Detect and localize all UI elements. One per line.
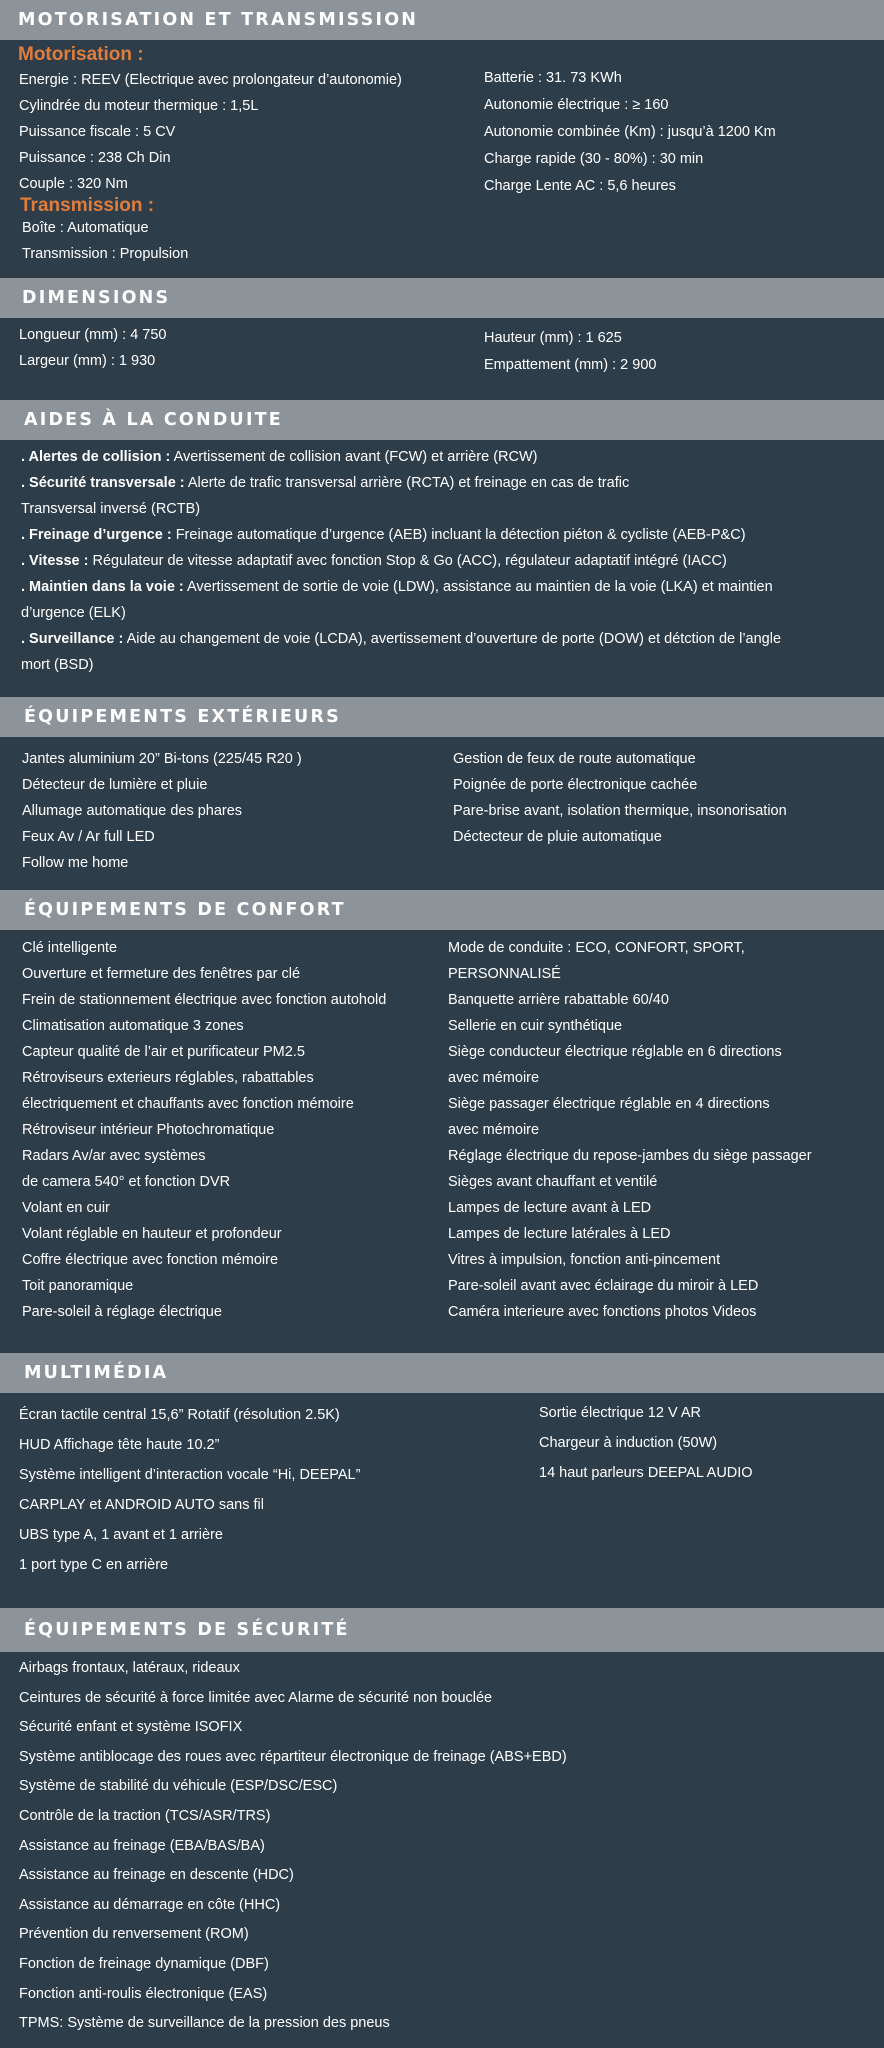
transmission-list: [22, 215, 188, 267]
list-item: Transmission : Propulsion: [22, 246, 189, 262]
list-item: HUD Affichage tête haute 10.2”: [19, 1437, 220, 1453]
list-item: Feux Av / Ar full LED: [22, 829, 155, 845]
list-item: Charge Lente AC : 5,6 heures: [484, 178, 676, 194]
list-item: Assistance au freinage en descente (HDC): [19, 1867, 294, 1884]
list-item: Lampes de lecture avant à LED: [448, 1200, 652, 1216]
aid-label: . Maintien dans la voie :: [21, 579, 184, 595]
list-item: Empattement (mm) : 2 900: [484, 357, 657, 373]
section-header-securite: ÉQUIPEMENTS DE SÉCURITÉ: [0, 1608, 884, 1652]
multimedia-right-list: [539, 1398, 753, 1488]
section-header-exterieurs: ÉQUIPEMENTS EXTÉRIEURS: [0, 697, 884, 737]
list-item: Sellerie en cuir synthétique: [448, 1018, 623, 1034]
list-item: Système intelligent d’interaction vocale “Hi, DEEPAL”: [19, 1467, 361, 1483]
list-item: Boîte : Automatique: [22, 220, 149, 236]
aides-list: [21, 444, 781, 678]
list-item: Charge rapide (30 - 80%) : 30 min: [484, 151, 704, 167]
list-item: de camera 540° et fonction DVR: [22, 1174, 231, 1190]
list-item: [21, 470, 781, 496]
list-item: Airbags frontaux, latéraux, rideaux: [19, 1660, 240, 1676]
list-item: Puissance : 238 Ch Din: [19, 150, 171, 166]
aid-label: . Sécurité transversale :: [21, 475, 185, 491]
list-item: Jantes aluminium 20” Bi-tons (225/45 R20 ): [22, 751, 302, 767]
dimensions-right-list: [484, 325, 656, 379]
aid-text: Régulateur de vitesse adaptatif avec fonction Stop & Go (ACC), régulateur adaptatif intégré (IACC): [88, 553, 727, 569]
list-item: Déctecteur de pluie automatique: [453, 829, 662, 845]
confort-left-list: [22, 935, 386, 1325]
subheading-transmission: Transmission :: [20, 195, 155, 216]
subheading-motorisation: Motorisation :: [18, 44, 144, 65]
list-item: Gestion de feux de route automatique: [453, 751, 696, 767]
list-item: Cylindrée du moteur thermique : 1,5L: [19, 98, 259, 114]
motorisation-right-list: [484, 65, 776, 200]
confort-right-list: [448, 935, 812, 1325]
list-item: Pare-soleil à réglage électrique: [22, 1304, 222, 1320]
list-item: [21, 574, 781, 600]
list-item: Coffre électrique avec fonction mémoire: [22, 1252, 279, 1268]
list-item: Allumage automatique des phares: [22, 803, 243, 819]
securite-list: [19, 1654, 567, 2039]
list-item: [21, 600, 781, 626]
list-item: Siège conducteur électrique réglable en 6 directions: [448, 1044, 782, 1060]
list-item: [21, 444, 781, 470]
list-item: Fonction de freinage dynamique (DBF): [19, 1955, 269, 1972]
list-item: PERSONNALISÉ: [448, 966, 561, 982]
list-item: Lampes de lecture latérales à LED: [448, 1226, 671, 1242]
exterieurs-left-list: [22, 746, 302, 876]
list-item: Largeur (mm) : 1 930: [19, 353, 156, 369]
list-item: avec mémoire: [448, 1070, 540, 1086]
list-item: Système antiblocage des roues avec répartiteur électronique de freinage (ABS+EBD): [19, 1748, 567, 1765]
list-item: Écran tactile central 15,6” Rotatif (résolution 2.5K): [19, 1407, 340, 1423]
list-item: Pare-brise avant, isolation thermique, insonorisation: [453, 803, 787, 819]
list-item: CARPLAY et ANDROID AUTO sans fil: [19, 1497, 264, 1513]
list-item: Détecteur de lumière et pluie: [22, 777, 208, 793]
list-item: Frein de stationnement électrique avec fonction autohold: [22, 992, 387, 1008]
list-item: Banquette arrière rabattable 60/40: [448, 992, 669, 1008]
list-item: avec mémoire: [448, 1122, 540, 1138]
aid-text: d’urgence (ELK): [21, 605, 126, 621]
list-item: Couple : 320 Nm: [19, 176, 128, 192]
list-item: Autonomie combinée (Km) : jusqu’à 1200 Km: [484, 124, 776, 140]
list-item: Volant réglable en hauteur et profondeur: [22, 1226, 282, 1242]
section-header-dimensions: DIMENSIONS: [0, 278, 884, 318]
list-item: [21, 496, 781, 522]
list-item: Sortie électrique 12 V AR: [539, 1405, 702, 1421]
list-item: Siège passager électrique réglable en 4 directions: [448, 1096, 770, 1112]
list-item: Hauteur (mm) : 1 625: [484, 330, 622, 346]
list-item: UBS type A, 1 avant et 1 arrière: [19, 1527, 223, 1543]
section-header-confort: ÉQUIPEMENTS DE CONFORT: [0, 890, 884, 930]
list-item: Follow me home: [22, 855, 129, 871]
list-item: Système de stabilité du véhicule (ESP/DSC/ESC): [19, 1778, 338, 1795]
list-item: Contrôle de la traction (TCS/ASR/TRS): [19, 1807, 271, 1824]
list-item: Clé intelligente: [22, 940, 118, 956]
list-item: Rétroviseurs exterieurs réglables, rabattables: [22, 1070, 314, 1086]
list-item: Ouverture et fermeture des fenêtres par clé: [22, 966, 301, 982]
list-item: Pare-soleil avant avec éclairage du miroir à LED: [448, 1278, 759, 1294]
list-item: 14 haut parleurs DEEPAL AUDIO: [539, 1465, 753, 1481]
list-item: Chargeur à induction (50W): [539, 1435, 718, 1451]
list-item: Assistance au freinage (EBA/BAS/BA): [19, 1837, 265, 1854]
list-item: Assistance au démarrage en côte (HHC): [19, 1896, 281, 1913]
list-item: Batterie : 31. 73 KWh: [484, 70, 622, 86]
aid-text: Alerte de trafic transversal arrière (RCTA) et freinage en cas de trafic: [184, 475, 630, 491]
aid-text: Freinage automatique d’urgence (AEB) incluant la détection piéton & cycliste (AEB-P&C): [171, 527, 746, 543]
aid-label: . Freinage d’urgence :: [21, 527, 172, 543]
list-item: [21, 626, 781, 652]
aid-text: Avertissement de collision avant (FCW) et arrière (RCW): [170, 449, 538, 465]
list-item: Toit panoramique: [22, 1278, 134, 1294]
aid-text: Avertissement de sortie de voie (LDW), assistance au maintien de la voie (LKA) et maintien: [183, 579, 773, 595]
list-item: Mode de conduite : ECO, CONFORT, SPORT,: [448, 940, 745, 956]
list-item: Ceintures de sécurité à force limitée avec Alarme de sécurité non bouclée: [19, 1689, 493, 1706]
aid-label: . Vitesse :: [21, 553, 89, 569]
section-header-motorisation: MOTORISATION ET TRANSMISSION: [0, 0, 884, 40]
list-item: Fonction anti-roulis électronique (EAS): [19, 1985, 268, 2002]
section-header-multimedia: MULTIMÉDIA: [0, 1353, 884, 1393]
list-item: Rétroviseur intérieur Photochromatique: [22, 1122, 275, 1138]
list-item: Climatisation automatique 3 zones: [22, 1018, 244, 1034]
list-item: Vitres à impulsion, fonction anti-pincement: [448, 1252, 721, 1268]
list-item: Autonomie électrique : ≥ 160: [484, 97, 669, 113]
list-item: Sièges avant chauffant et ventilé: [448, 1174, 658, 1190]
list-item: Poignée de porte électronique cachée: [453, 777, 698, 793]
list-item: [21, 548, 781, 574]
aid-text: mort (BSD): [21, 657, 94, 673]
list-item: Capteur qualité de l’air et purificateur PM2.5: [22, 1044, 305, 1060]
list-item: Radars Av/ar avec systèmes: [22, 1148, 206, 1164]
exterieurs-right-list: [453, 746, 787, 850]
dimensions-left-list: [19, 322, 167, 374]
list-item: électriquement et chauffants avec fonction mémoire: [22, 1096, 354, 1112]
list-item: 1 port type C en arrière: [19, 1557, 169, 1573]
aid-label: . Alertes de collision :: [21, 449, 171, 465]
list-item: [21, 522, 781, 548]
list-item: Longueur (mm) : 4 750: [19, 327, 167, 343]
list-item: TPMS: Système de surveillance de la pression des pneus: [19, 2015, 390, 2032]
multimedia-left-list: [19, 1400, 360, 1580]
aid-text: Aide au changement de voie (LCDA), avertissement d’ouverture de porte (DOW) et détction de l’angle: [123, 631, 782, 647]
list-item: Caméra interieure avec fonctions photos Videos: [448, 1304, 757, 1320]
list-item: [21, 652, 781, 678]
list-item: Puissance fiscale : 5 CV: [19, 124, 176, 140]
aid-label: . Surveillance :: [21, 631, 124, 647]
list-item: Prévention du renversement (ROM): [19, 1926, 249, 1943]
list-item: Energie : REEV (Electrique avec prolongateur d’autonomie): [19, 72, 402, 88]
motorisation-left-list: [19, 67, 402, 197]
list-item: Sécurité enfant et système ISOFIX: [19, 1719, 243, 1736]
section-header-aides: AIDES À LA CONDUITE: [0, 400, 884, 440]
list-item: Volant en cuir: [22, 1200, 110, 1216]
list-item: Réglage électrique du repose-jambes du siège passager: [448, 1148, 812, 1164]
aid-text: Transversal inversé (RCTB): [21, 501, 201, 517]
